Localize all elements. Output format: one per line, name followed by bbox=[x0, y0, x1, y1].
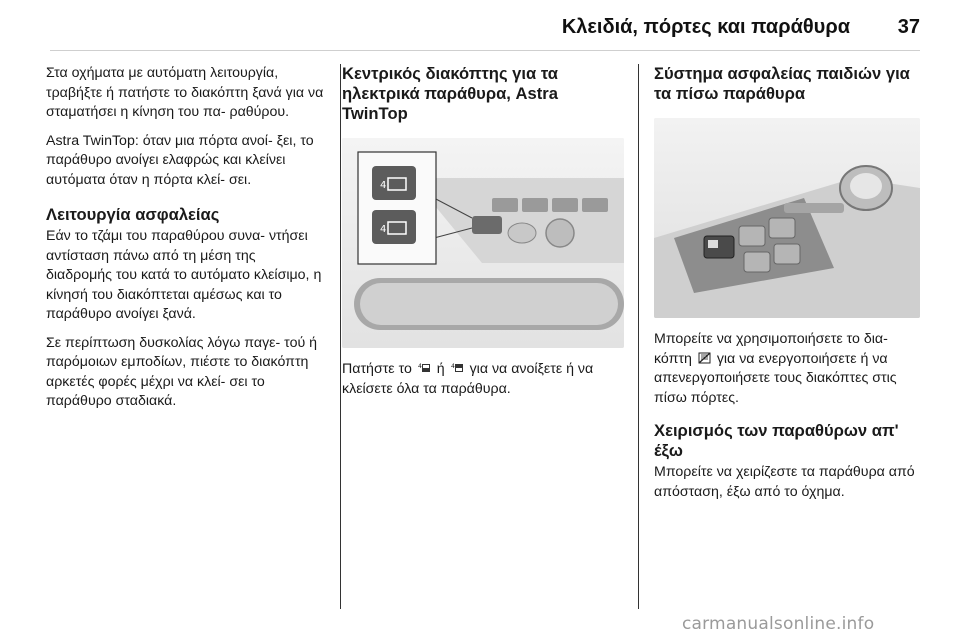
paragraph-safety-resistance: Εάν το τζάμι του παραθύρου συνα‐ ντήσει αντίσταση πάνω από τη μέση της διαδρομής του κατά το αυτόματο κλείσιμο, η κίνησή του διακόπτεται αμέσως και το παράθυρο ανοίγει ξανά. bbox=[46, 228, 322, 322]
column-divider-2 bbox=[638, 64, 639, 609]
svg-text:4: 4 bbox=[417, 363, 422, 370]
paragraph-twintop: Astra TwinTop: όταν μια πόρτα ανοί‐ ξει, το παράθυρο ανοίγει ελαφρώς και κλείνει αυτόματα όταν η πόρτα κλεί‐ σει. bbox=[46, 132, 314, 188]
heading-remote-operation: Χειρισμός των παραθύρων απ' έξω bbox=[654, 421, 899, 460]
child-lock-icon bbox=[698, 352, 711, 364]
paragraph-central-switch bbox=[342, 360, 624, 399]
instruction-text-after: για να ανοίξετε ή να κλείσετε όλα τα παράθυρα. bbox=[342, 361, 594, 397]
column-divider-1 bbox=[340, 64, 341, 609]
watermark: carmanualsonline.info bbox=[682, 614, 875, 634]
window-4-up-icon bbox=[418, 362, 431, 374]
overhead-console-illustration bbox=[342, 138, 624, 348]
instruction-text-or: ή bbox=[436, 361, 445, 377]
column-right bbox=[654, 64, 926, 609]
figure-child-safety bbox=[654, 118, 920, 318]
page-header bbox=[0, 0, 960, 56]
window-4-down-icon bbox=[451, 362, 464, 374]
page-number: 37 bbox=[897, 16, 920, 38]
paragraph-safety-ice: Σε περίπτωση δυσκολίας λόγω παγε‐ τού ή παρόμοιων εμποδίων, πιέστε το διακόπτη αρκετές φορές μέχρι να κλεί‐ σει το παράθυρο σταδιακά. bbox=[46, 334, 318, 409]
paragraph-remote-operation: Μπορείτε να χειρίζεστε τα παράθυρα από απόσταση, έξω από το όχημα. bbox=[654, 464, 915, 500]
column-middle bbox=[342, 64, 624, 609]
heading-central-switch: Κεντρικός διακόπτης για τα ηλεκτρικά παράθυρα, Astra TwinTop bbox=[342, 64, 558, 123]
column-left bbox=[46, 64, 324, 609]
heading-safety-function: Λειτουργία ασφαλείας bbox=[46, 205, 220, 224]
instruction-text-after: για να ενεργοποιήσετε ή να απενεργοποιήσετε τους διακόπτες στις πίσω πόρτες. bbox=[654, 350, 897, 406]
svg-text:4: 4 bbox=[380, 180, 387, 191]
header-divider bbox=[50, 50, 920, 51]
instruction-text-before: Μπορείτε να χρησιμοποιήσετε το δια‐ κόπτη bbox=[654, 331, 888, 367]
svg-text:4: 4 bbox=[380, 224, 387, 235]
page-title: Κλειδιά, πόρτες και παράθυρα bbox=[561, 16, 850, 38]
svg-text:4: 4 bbox=[450, 363, 455, 370]
paragraph-auto-stop: Στα οχήματα με αυτόματη λειτουργία, τραβήξτε ή πατήστε το διακόπτη ξανά για να σταματήσει η κίνηση του πα‐ ραθύρου. bbox=[46, 65, 324, 120]
door-switch-panel-illustration bbox=[654, 118, 920, 318]
figure-central-switch bbox=[342, 138, 624, 348]
instruction-text-before: Πατήστε το bbox=[342, 361, 412, 377]
paragraph-child-safety bbox=[654, 330, 926, 408]
heading-child-safety: Σύστημα ασφαλείας παιδιών για τα πίσω παράθυρα bbox=[654, 64, 910, 103]
